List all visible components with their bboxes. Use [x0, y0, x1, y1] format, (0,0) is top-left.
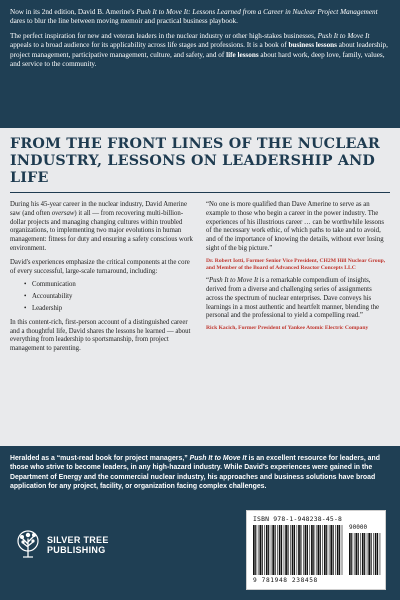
barcode-bar	[262, 525, 263, 575]
barcode-bar	[255, 525, 256, 575]
barcode-bar	[318, 525, 320, 575]
barcode-bar	[311, 525, 313, 575]
barcode-bar	[300, 525, 301, 575]
barcode-bar	[297, 525, 298, 575]
barcode-bar	[324, 525, 326, 575]
barcode-bar	[305, 525, 307, 575]
barcode-bar	[285, 525, 287, 575]
endorsement-attribution-2: Rick Kacich, Former President of Yankee Atomic Electric Company	[206, 325, 369, 332]
left-column	[10, 201, 194, 359]
headline-divider	[10, 192, 390, 193]
barcode-bar	[377, 533, 378, 575]
barcode-bar	[349, 533, 351, 575]
book-title: Push It to Move It	[189, 455, 247, 462]
barcode-bar	[360, 533, 361, 575]
barcode-bar	[351, 533, 352, 575]
blurb-paragraph-2: The perfect inspiration for new and veteran leaders in the nuclear industry or other high-stakes businesses, Push It to Move It appeals to a broad audience for its applicability across life stages and professions. It is a book of business lessons about leadership, project management, participative management, culture, and safety, and of life lessons about hard work, deep love, family, values, and service to the community.	[10, 31, 388, 69]
barcode-bar	[358, 533, 359, 575]
barcode-bar	[320, 525, 321, 575]
barcode-bar	[303, 525, 304, 575]
book-title: Push It to Move It	[209, 277, 259, 285]
barcode-bar	[279, 525, 281, 575]
endorsement-attribution-1: Dr. Robert Iotti, Former Senior Vice President, CH2M Hill Nuclear Group, and Member of the Board of Advanced Reactor Concepts LLC	[206, 257, 386, 271]
two-column-body	[10, 201, 390, 359]
barcode-bar	[290, 525, 291, 575]
barcode-bar	[368, 533, 370, 575]
left-paragraph-1: During his 45-year career in the nuclear industry, David Amerine saw (and often oversaw) it all — from recovering multi-billion-dollar projects and managing changing cultures within troubled organizations, to implementing two major evolutions in human management: fitness for duty and ensuring a safety conscious work environment.	[10, 201, 193, 252]
blurb-paragraph-1: Now in its 2nd edition, David B. Amerine's Push It to Move It: Lessons Learned from a Career in Nuclear Project Management dares to blur the line between moving memoir and practical business playbook.	[10, 8, 378, 26]
barcode-bar	[277, 525, 278, 575]
barcode-bar	[339, 525, 340, 575]
list-item: • Communication	[24, 281, 194, 290]
book-title: Push It to Move It	[317, 31, 370, 40]
barcode-bar	[375, 533, 377, 575]
barcode-bar	[373, 533, 374, 575]
list-item: • Accountability	[24, 293, 194, 302]
barcode-bar	[264, 525, 265, 575]
barcode-bar	[354, 533, 355, 575]
isbn-label: ISBN 978-1-948238-45-8	[253, 515, 343, 523]
barcode-bar	[335, 525, 336, 575]
barcode-bar	[316, 525, 317, 575]
barcode-bar	[364, 533, 365, 575]
barcode-bar	[333, 525, 334, 575]
price-code: 90000	[349, 524, 368, 531]
barcode-bar	[271, 525, 272, 575]
left-paragraph-2: David's experiences emphasize the critical components at the core of every successful, large-scale turnaround, including:	[10, 258, 190, 275]
main-content	[0, 128, 400, 446]
tree-icon	[14, 530, 42, 560]
barcode-bar	[313, 525, 314, 575]
barcode-bar	[253, 525, 255, 575]
barcode-bar	[362, 533, 364, 575]
list-item: • Leadership	[24, 305, 194, 314]
barcode-bar	[342, 525, 343, 575]
book-title: Push It to Move It: Lessons Learned from a Career in Nuclear Project Management	[136, 8, 378, 16]
barcode-bar	[287, 525, 288, 575]
barcode-bars	[253, 525, 343, 575]
barcode-bar	[371, 533, 372, 575]
barcode-bar	[259, 525, 261, 575]
right-column	[206, 201, 390, 359]
barcode-bar	[380, 533, 381, 575]
barcode-bar	[355, 533, 357, 575]
barcode-bar	[292, 525, 294, 575]
barcode-bar	[275, 525, 276, 575]
barcode-bar	[266, 525, 268, 575]
barcode-bar	[367, 533, 368, 575]
barcode-bar	[294, 525, 295, 575]
barcode-bar	[322, 525, 323, 575]
barcode-bar	[298, 525, 300, 575]
barcode-number: 9 781948 238458	[253, 577, 318, 584]
top-blurb-band	[0, 0, 400, 128]
left-paragraph-3: In this content-rich, first-person account of a distinguished career and a thoughtful life, David shares the lessons he learned — about everything from leadership to sportsmanship, from project management to parenting.	[10, 318, 191, 353]
price-barcode-bars	[349, 533, 381, 575]
endorsement-quote-1: “No one is more qualified than Dave Amerine to serve as an example to those who begin a career in the power industry. The experiences of his illustrious career … can be worthwhile lessons of the necessary work ethic, of which paths to take and to avoid, and of the importance of knowing the details, without ever losing sight of the big picture.”	[206, 201, 384, 252]
barcode-bar	[284, 525, 285, 575]
barcode-bar	[281, 525, 282, 575]
barcode-bar	[330, 525, 332, 575]
publisher-logo	[14, 530, 109, 560]
barcode-bar	[268, 525, 269, 575]
barcode-bar	[272, 525, 274, 575]
barcode-bar	[307, 525, 308, 575]
barcode-bar	[309, 525, 310, 575]
barcode-bar	[337, 525, 339, 575]
barcode-bar	[329, 525, 330, 575]
bottom-blurb: Heralded as a “must-read book for project managers,” Push It to Move It is an excellent resource for leaders, and those who strive to become leaders, in any high-hazard industry. While David's experiences were gained in the Department of Energy and the commercial nuclear industry, his approaches and business solutions have broad application for any project, facility, or organization facing complex challenges.	[10, 455, 380, 490]
headline: FROM THE FRONT LINES OF THE NUCLEAR INDUSTRY, LESSONS ON LEADERSHIP AND LIFE	[10, 136, 380, 186]
barcode-bar	[258, 525, 259, 575]
endorsement-quote-2: “Push It to Move It is a remarkable compendium of insights, derived from a diverse and challenging series of assignments across the spectrum of nuclear enterprises. Dave conveys his learnings in a most authentic and heartfelt manner, blending the personal and the professional to yield a compelling read.”	[206, 277, 379, 320]
barcode-bar	[326, 525, 327, 575]
isbn-barcode	[246, 510, 386, 590]
publisher-name: SILVER TREE PUBLISHING	[47, 535, 109, 555]
components-list	[24, 281, 194, 313]
